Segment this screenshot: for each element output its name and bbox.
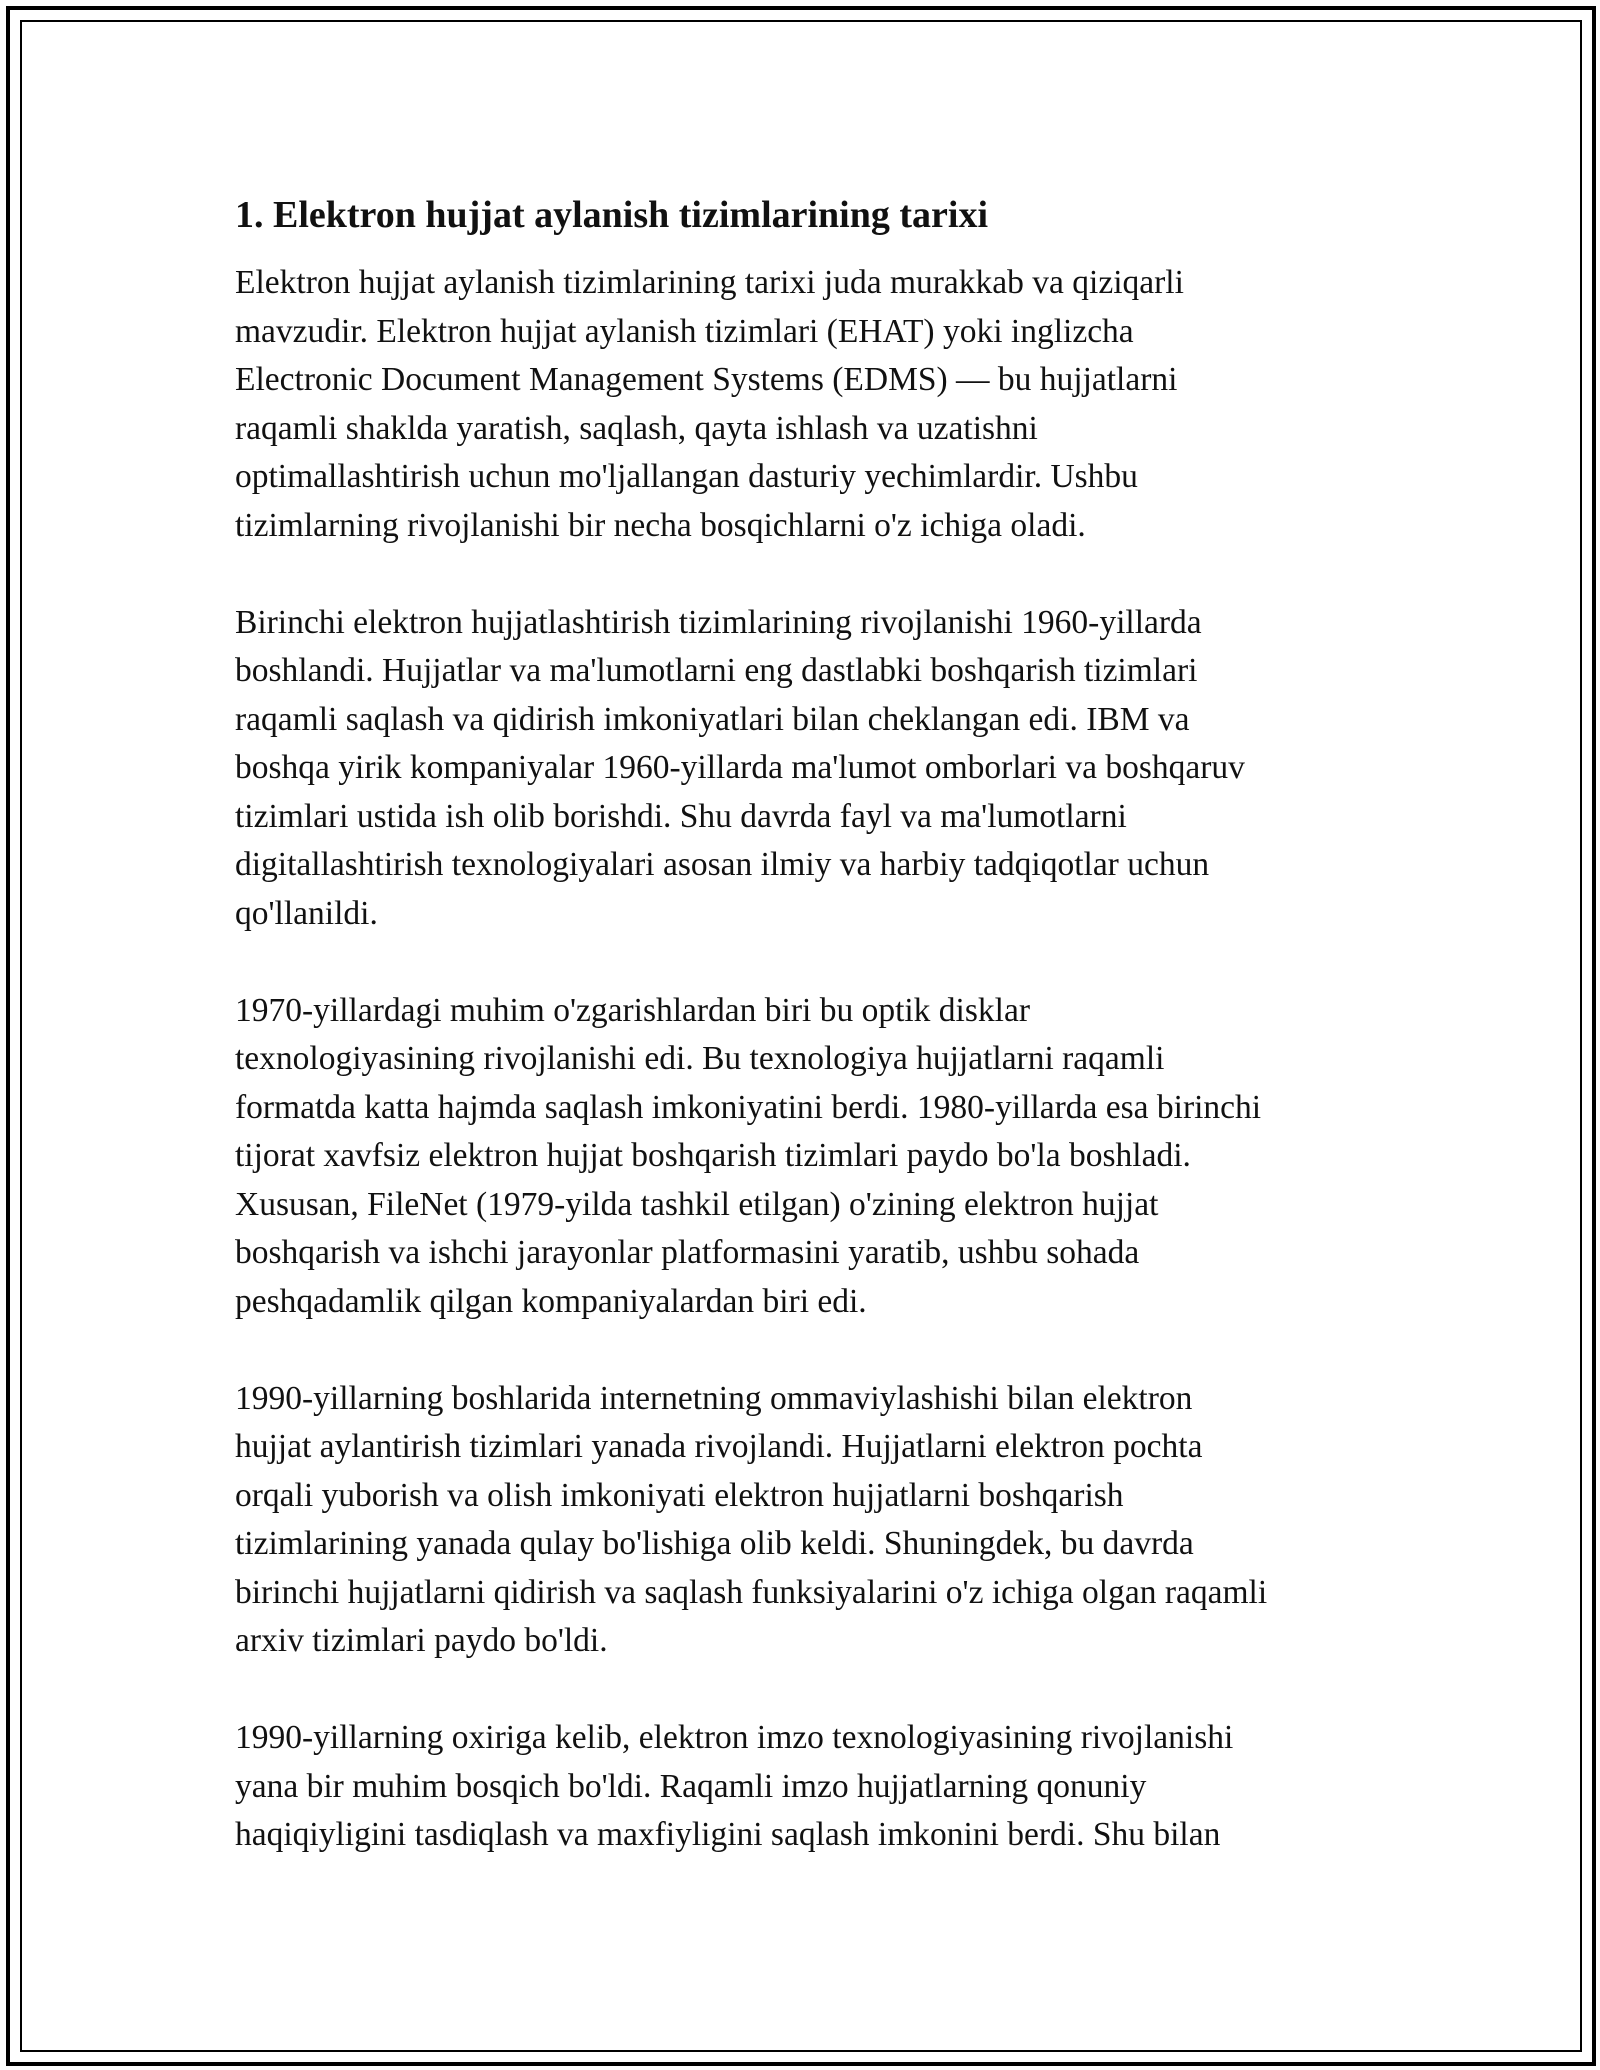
text-line: mavzudir. Elektron hujjat aylanish tizimlari (EHAT) yoki inglizcha (235, 312, 1134, 350)
text-line: arxiv tizimlari paydo bo'ldi. (235, 1622, 608, 1659)
text-line: tijorat xavfsiz elektron hujjat boshqarish tizimlari paydo bo'la boshladi. (235, 1137, 1191, 1174)
text-line: hujjat aylantirish tizimlari yanada rivojlandi. Hujjatlarni elektron pochta (235, 1428, 1203, 1465)
text-line: texnologiyasining rivojlanishi edi. Bu texnologiya hujjatlarni raqamli (235, 1040, 1165, 1077)
text-line: raqamli shaklda yaratish, saqlash, qayta ishlash va uzatishni (235, 409, 1038, 447)
text-line: haqiqiyligini tasdiqlash va maxfiyligini saqlash imkonini berdi. Shu bilan (235, 1816, 1221, 1853)
text-line: formatda katta hajmda saqlash imkoniyatini berdi. 1980-yillarda esa birinchi (235, 1088, 1262, 1126)
text-line: 1990-yillarning boshlarida internetning ommaviylashishi bilan elektron (235, 1379, 1193, 1417)
text-line: Electronic Document Management Systems (EDMS) — bu hujjatlarni (235, 361, 1178, 398)
paragraph-1 (235, 259, 1385, 550)
text-line: 1990-yillarning oxiriga kelib, elektron imzo texnologiyasining rivojlanishi (235, 1719, 1234, 1756)
paragraph-2 (235, 599, 1385, 939)
text-line: tizimlari ustida ish olib borishdi. Shu davrda fayl va ma'lumotlarni (235, 797, 1127, 835)
paragraph-4 (235, 1375, 1385, 1666)
text-line: peshqadamlik qilgan kompaniyalardan biri edi. (235, 1282, 867, 1320)
paragraph-5 (235, 1714, 1385, 1860)
text-line: orqali yuborish va olish imkoniyati elektron hujjatlarni boshqarish (235, 1476, 1124, 1514)
text-line: raqamli saqlash va qidirish imkoniyatlari bilan cheklangan edi. IBM va (235, 700, 1190, 738)
text-line: Birinchi elektron hujjatlashtirish tizimlarining rivojlanishi 1960-yillarda (235, 603, 1202, 641)
text-line: boshlandi. Hujjatlar va ma'lumotlarni eng dastlabki boshqarish tizimlari (235, 652, 1198, 689)
text-line: birinchi hujjatlarni qidirish va saqlash funksiyalarini o'z ichiga olgan raqamli (235, 1573, 1268, 1611)
text-line: optimallashtirish uchun mo'ljallangan dasturiy yechimlardir. Ushbu (235, 458, 1138, 495)
text-line: Elektron hujjat aylanish tizimlarining tarixi juda murakkab va qiziqarli (235, 264, 1184, 301)
text-line: tizimlarning rivojlanishi bir necha bosqichlarni o'z ichiga oladi. (235, 506, 1086, 544)
text-line: qo'llanildi. (235, 894, 378, 932)
text-line: boshqa yirik kompaniyalar 1960-yillarda ma'lumot omborlari va boshqaruv (235, 749, 1245, 786)
text-line: boshqarish va ishchi jarayonlar platformasini yaratib, ushbu sohada (235, 1234, 1140, 1271)
text-line: tizimlarining yanada qulay bo'lishiga olib keldi. Shuningdek, bu davrda (235, 1525, 1194, 1562)
document-body (235, 185, 1385, 1860)
text-line: yana bir muhim bosqich bo'ldi. Raqamli imzo hujjatlarning qonuniy (235, 1767, 1147, 1805)
section-heading: 1. Elektron hujjat aylanish tizimlarining tarixi (235, 194, 989, 236)
text-line: digitallashtirish texnologiyalari asosan ilmiy va harbiy tadqiqotlar uchun (235, 846, 1210, 883)
text-line: Xususan, FileNet (1979-yilda tashkil etilgan) o'zining elektron hujjat (235, 1185, 1159, 1223)
text-line: 1970-yillardagi muhim o'zgarishlardan biri bu optik disklar (235, 991, 1030, 1029)
paragraph-3 (235, 987, 1385, 1327)
